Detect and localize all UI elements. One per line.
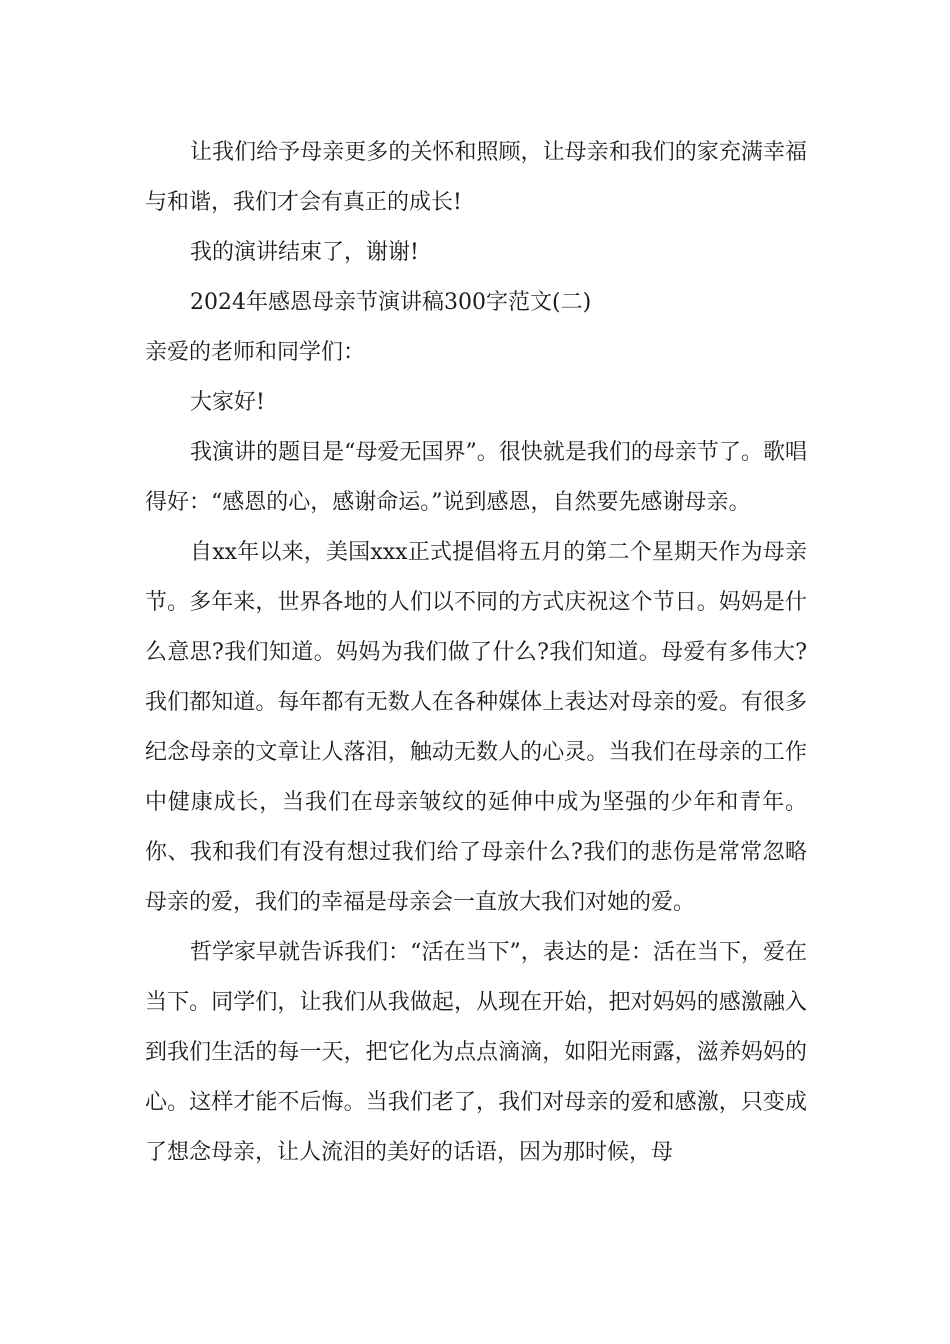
section-title: 2024年感恩母亲节演讲稿300字范文(二) — [190, 290, 592, 315]
paragraph-live-in-present: 哲学家早就告诉我们：“活在当下”，表达的是：活在当下，爱在当下。同学们，让我们从我做起，从现在开始，把对妈妈的感激融入到我们生活的每一天，把它化为点点滴滴，如阳光雨露，滋养妈妈的心。这样才能不后悔。当我们老了，我们对母亲的爱和感激，只变成了想念母亲，让人流泪的美好的话语，因为那时候，母 — [145, 940, 807, 1165]
greeting: 大家好! — [190, 390, 265, 415]
paragraph-topic: 我演讲的题目是“母爱无国界”。很快就是我们的母亲节了。歌唱得好：“感恩的心，感谢命运。”说到感恩，自然要先感谢母亲。 — [145, 440, 807, 515]
paragraph-mothers-day-history: 自xx年以来，美国xxx正式提倡将五月的第二个星期天作为母亲节。多年来，世界各地的人们以不同的方式庆祝这个节日。妈妈是什么意思?我们知道。妈妈为我们做了什么?我们知道。母爱有多伟大?我们都知道。每年都有无数人在各种媒体上表达对母亲的爱。有很多纪念母亲的文章让人落泪，触动无数人的心灵。当我们在母亲的工作中健康成长，当我们在母亲皱纹的延伸中成为坚强的少年和青年。你、我和我们有没有想过我们给了母亲什么?我们的悲伤是常常忽略母亲的爱，我们的幸福是母亲会一直放大我们对她的爱。 — [145, 540, 807, 915]
salutation: 亲爱的老师和同学们： — [145, 340, 366, 365]
document-body — [145, 128, 807, 1178]
paragraph-closing-wish: 让我们给予母亲更多的关怀和照顾，让母亲和我们的家充满幸福与和谐，我们才会有真正的成长! — [145, 140, 807, 215]
paragraph-speech-end: 我的演讲结束了，谢谢! — [190, 240, 419, 265]
